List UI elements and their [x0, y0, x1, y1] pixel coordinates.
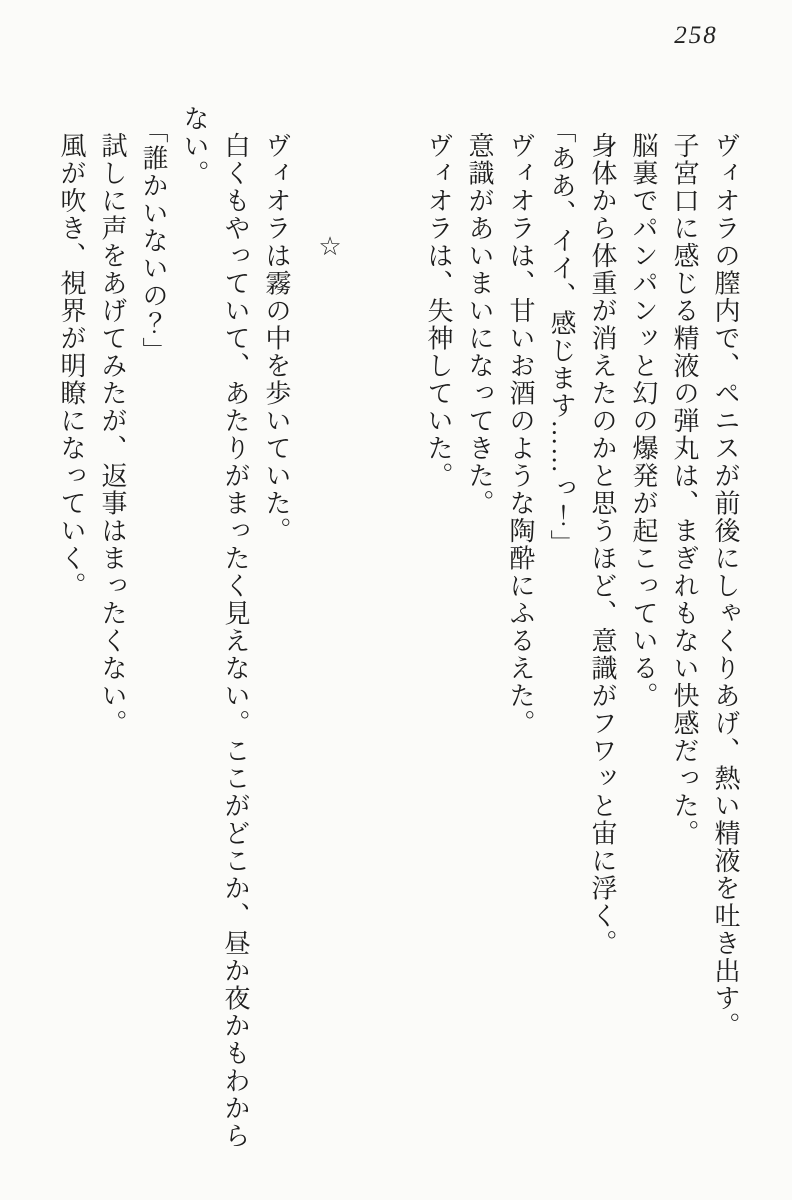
text-line: 意識があいまいになってきた。 — [465, 132, 494, 517]
text-line: ヴィオラは、失神していた。 — [424, 132, 453, 490]
text-line: 風が吹き、視界が明瞭になっていく。 — [57, 132, 86, 600]
text-line: 身体から体重が消えたのかと思うほど、意識がフワッと宙に浮く。 — [588, 132, 617, 957]
scene-break-star: ☆ — [316, 232, 345, 264]
vertical-text-block — [51, 105, 746, 1150]
text-line: 試しに声をあげてみたが、返事はまったくない。 — [98, 132, 127, 737]
page-number: 258 — [674, 22, 718, 49]
text-line: ヴィオラの膣内で、ペニスが前後にしゃくりあげ、熱い精液を吐き出す。 — [711, 132, 740, 1040]
text-line: ヴィオラは霧の中を歩いていた。 — [262, 132, 291, 545]
text-line-continuation: ない。 — [180, 105, 209, 188]
dialogue-line: 「ああ、イイ、感じます……っ！」 — [547, 117, 576, 557]
text-line: ヴィオラは、甘いお酒のような陶酔にふるえた。 — [506, 132, 535, 737]
text-line: 脳裏でパンパンッと幻の爆発が起こっている。 — [629, 132, 658, 710]
text-line: 白くもやっていて、あたりがまったく見えない。ここがどこか、昼か夜かもわから — [221, 132, 250, 1150]
text-line: 子宮口に感じる精液の弾丸は、まぎれもない快感だった。 — [670, 132, 699, 847]
dialogue-line: 「誰かいないの？」 — [139, 117, 168, 365]
